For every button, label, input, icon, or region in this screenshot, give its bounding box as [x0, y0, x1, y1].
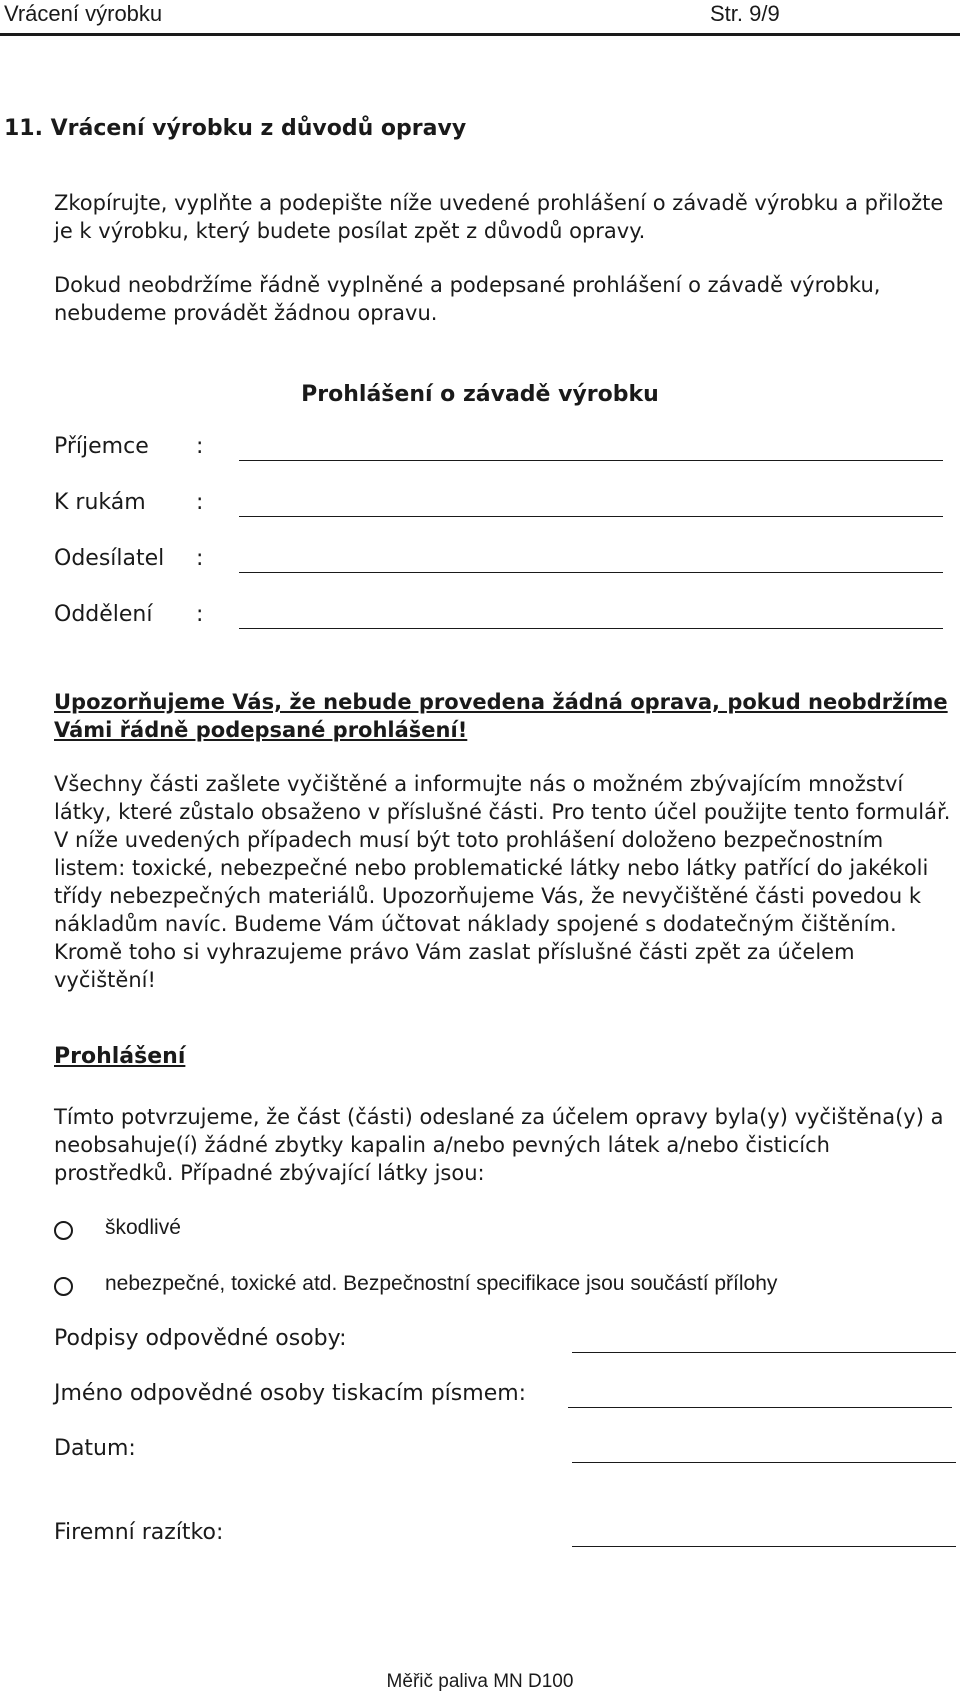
section-heading: 11. Vrácení výrobku z důvodů opravy: [4, 116, 467, 141]
header-rule: [0, 33, 960, 36]
stamp-label: Firemní razítko:: [54, 1520, 224, 1545]
department-input-line[interactable]: [239, 628, 943, 629]
field-row-recipient[interactable]: [54, 428, 954, 468]
page-header: [0, 0, 960, 36]
recipient-input-line[interactable]: [239, 460, 943, 461]
signature-row[interactable]: [54, 1320, 957, 1360]
option-label: škodlivé: [105, 1216, 181, 1239]
signature-input-line[interactable]: [572, 1352, 956, 1353]
stamp-row[interactable]: [54, 1514, 957, 1554]
page-footer: Měřič paliva MN D100: [386, 1671, 574, 1692]
field-label: Odesílatel: [54, 546, 165, 571]
radio-circle-icon[interactable]: [54, 1221, 73, 1240]
instructions-paragraph: Všechny části zašlete vyčištěné a informujte nás o možném zbývajícím množství látky, které zůstalo obsaženo v příslušné části. Pro tento účel použijte tento formulář. V níže uvedených případech musí být toto prohlášení doloženo bezpečnostním listem: toxické, nebezpečné nebo problematické látky nebo látky patřící do jakékoli třídy nebezpečných materiálů. Upozorňujeme Vás, že nevyčištěné části povedou k nákladům navíc. Budeme Vám účtovat náklady spojené s dodatečným čištěním. Kromě toho si vyhrazujeme právo Vám zaslat příslušné části zpět za účelem vyčištění!: [54, 772, 951, 992]
intro-paragraph: Zkopírujte, vyplňte a podepište níže uvedené prohlášení o závadě výrobku a přiložte je k výrobku, který budete posílat zpět z důvodů opravy.: [54, 191, 944, 243]
statement-heading: Prohlášení: [54, 1044, 186, 1069]
page-number: Str. 9/9: [710, 1, 780, 26]
field-colon: :: [196, 602, 204, 627]
declaration-title: Prohlášení o závadě výrobku: [301, 382, 659, 407]
field-label: Příjemce: [54, 434, 149, 459]
radio-circle-icon[interactable]: [54, 1277, 73, 1296]
field-label: K rukám: [54, 490, 146, 515]
attention-input-line[interactable]: [239, 516, 943, 517]
sender-input-line[interactable]: [239, 572, 943, 573]
date-label: Datum:: [54, 1436, 136, 1461]
field-label: Oddělení: [54, 602, 153, 627]
warning-notice: Upozorňujeme Vás, že nebude provedena žádná oprava, pokud neobdržíme Vámi řádně podepsané prohlášení!: [54, 690, 948, 742]
option-label: nebezpečné, toxické atd. Bezpečnostní specifikace jsou součástí přílohy: [105, 1272, 778, 1295]
notice-paragraph: Dokud neobdržíme řádně vyplněné a podepsané prohlášení o závadě výrobku, nebudeme provádět žádnou opravu.: [54, 273, 881, 325]
signature-label: Podpisy odpovědné osoby:: [54, 1326, 347, 1351]
field-row-sender[interactable]: [54, 540, 954, 580]
statement-paragraph: Tímto potvrzujeme, že část (části) odeslané za účelem opravy byla(y) vyčištěna(y) a neobsahuje(í) žádné zbytky kapalin a/nebo pevných látek a/nebo čisticích prostředků. Případné zbývající látky jsou:: [54, 1105, 944, 1185]
field-colon: :: [196, 490, 204, 515]
field-colon: :: [196, 546, 204, 571]
field-row-attention[interactable]: [54, 484, 954, 524]
header-title: Vrácení výrobku: [4, 1, 163, 26]
name-input-line[interactable]: [568, 1407, 952, 1408]
field-row-department[interactable]: [54, 596, 954, 636]
date-row[interactable]: [54, 1430, 957, 1470]
name-row[interactable]: [54, 1375, 957, 1415]
date-input-line[interactable]: [572, 1462, 956, 1463]
stamp-input-line[interactable]: [572, 1546, 956, 1547]
name-label: Jméno odpovědné osoby tiskacím písmem:: [54, 1381, 527, 1406]
field-colon: :: [196, 434, 204, 459]
